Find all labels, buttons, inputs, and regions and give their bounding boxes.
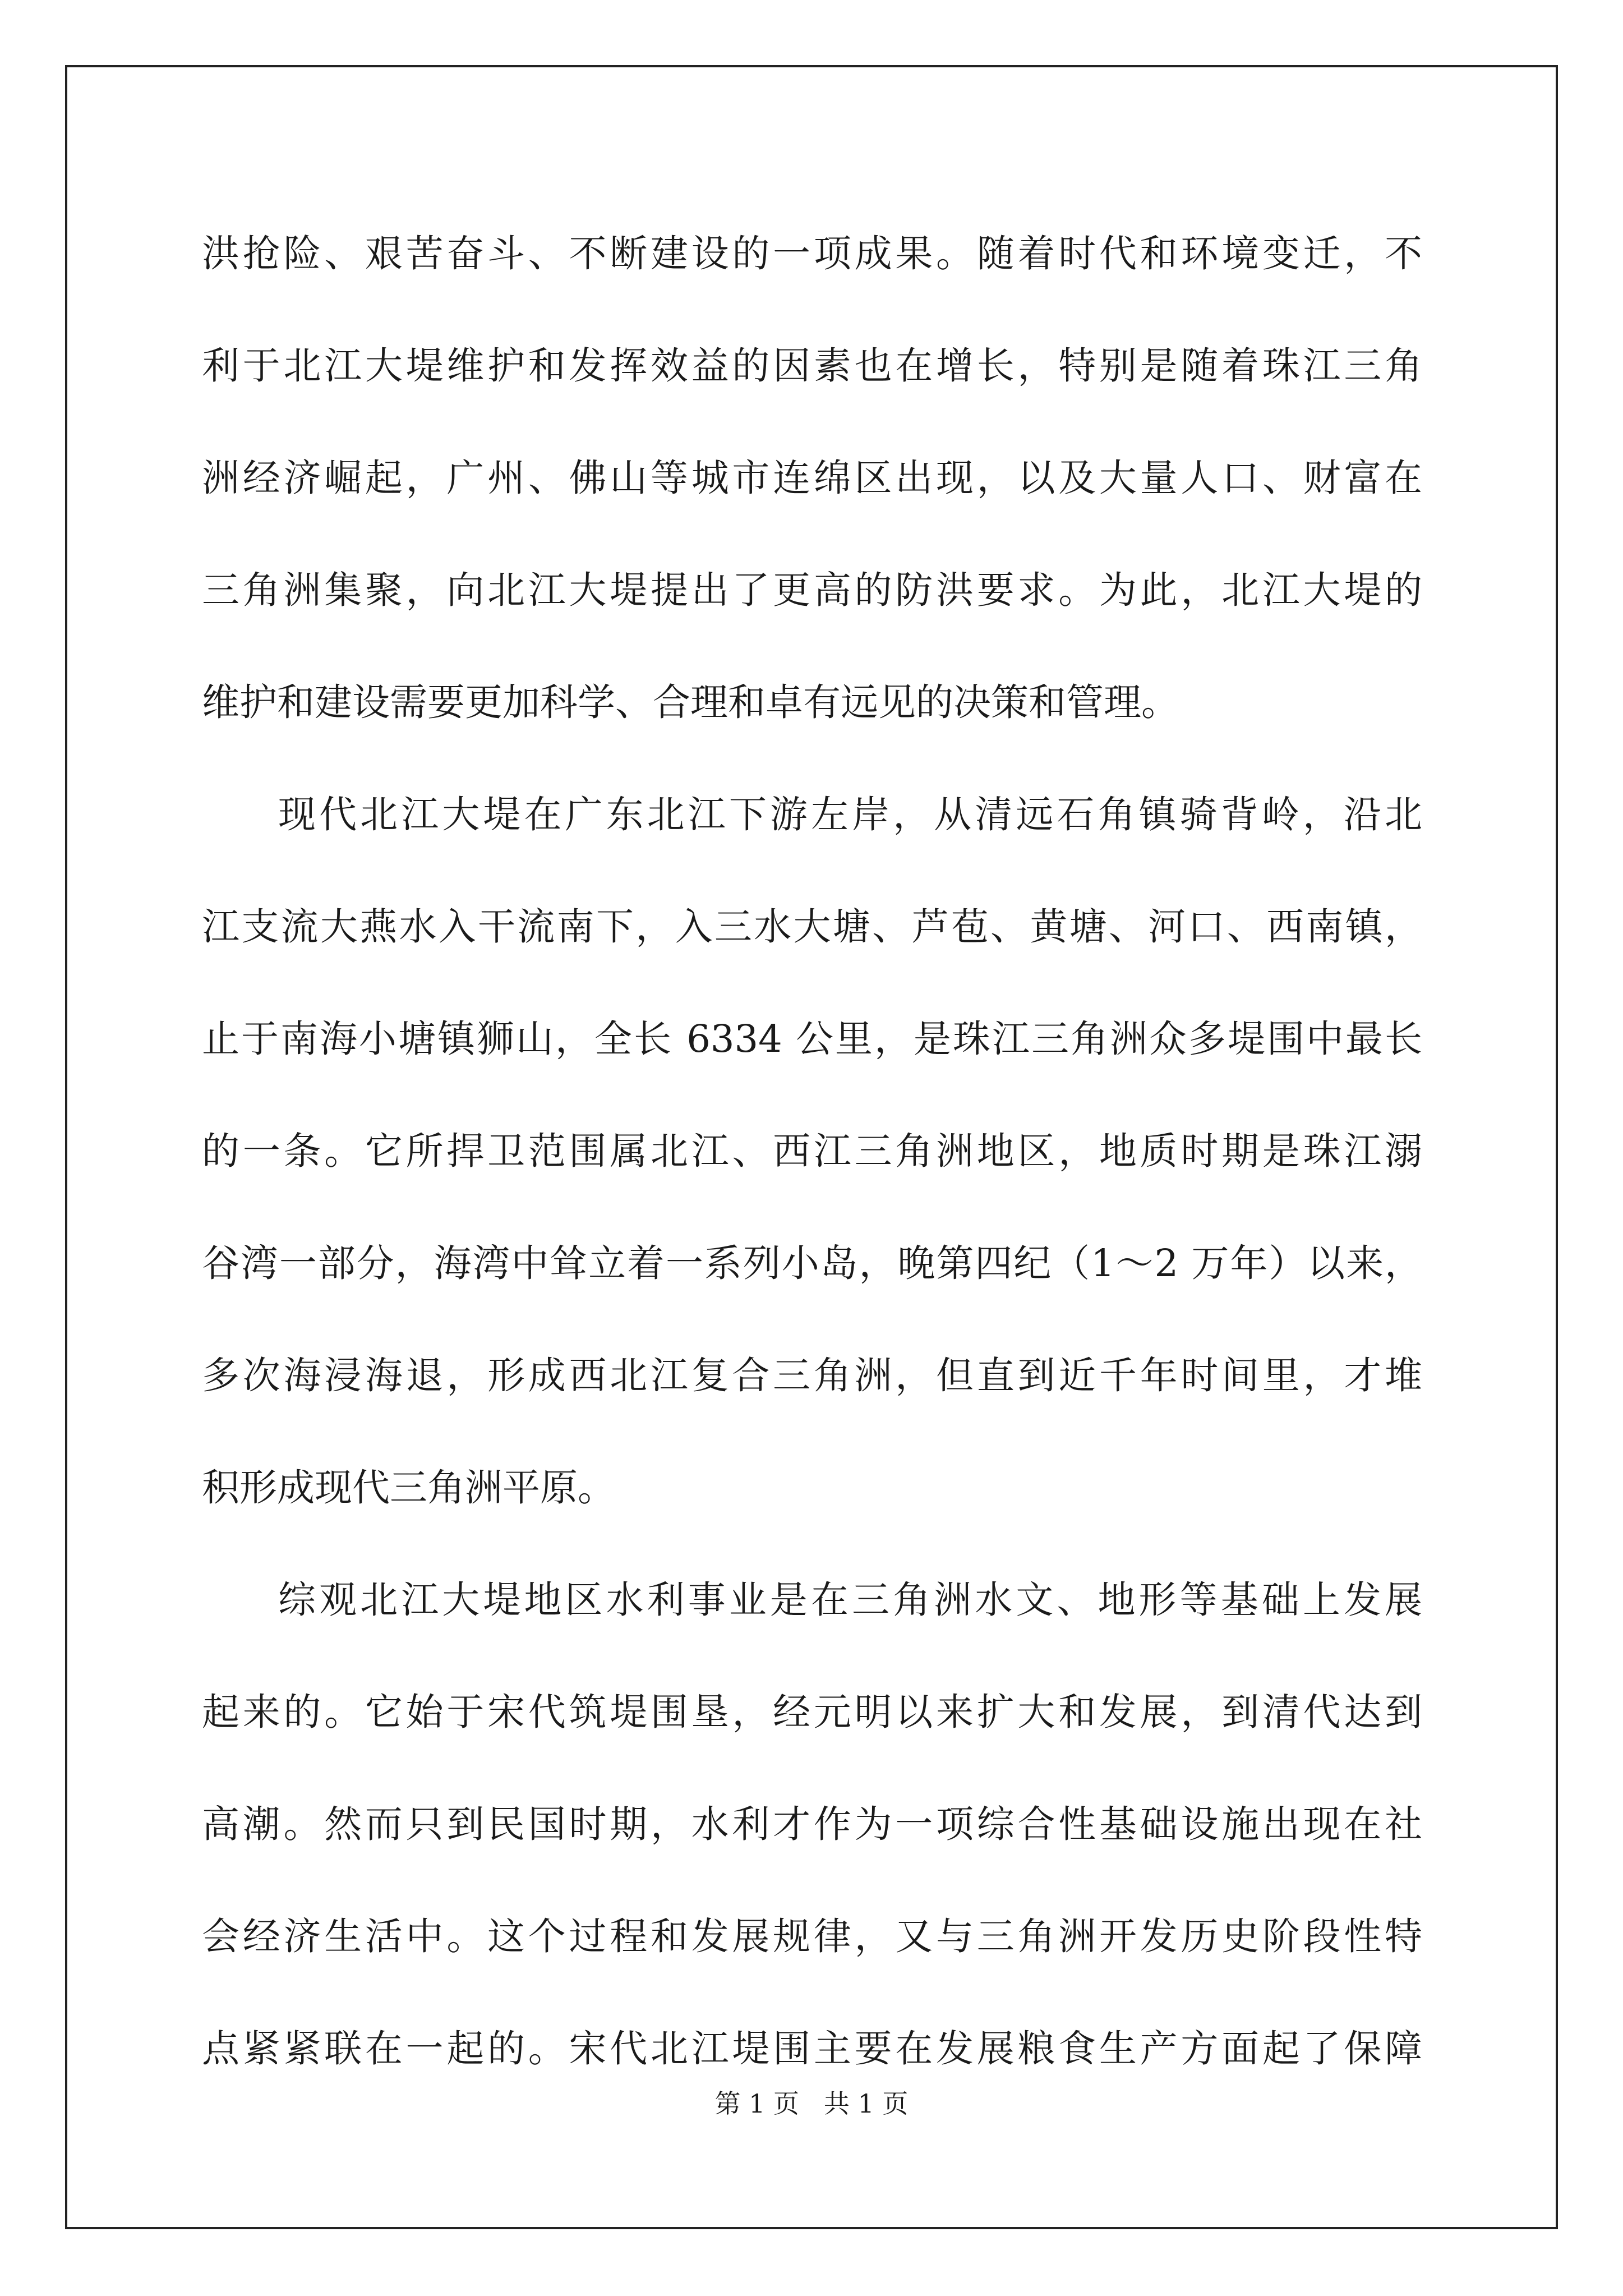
text-line: 洪抢险、艰苦奋斗、不断建设的一项成果。随着时代和环境变迁，不 [202, 232, 1422, 275]
text-line: 洲经济崛起，广州、佛山等城市连绵区出现，以及大量人口、财富在 [202, 456, 1422, 500]
text-line: 高潮。然而只到民国时期，水利才作为一项综合性基础设施出现在社 [202, 1802, 1422, 1846]
text-line: 维护和建设需要更加科学、合理和卓有远见的决策和管理。 [202, 680, 1179, 724]
text-line: 三角洲集聚，向北江大堤提出了更高的防洪要求。为此，北江大堤的 [202, 568, 1422, 612]
text-line: 起来的。它始于宋代筑堤围垦，经元明以来扩大和发展，到清代达到 [202, 1690, 1422, 1734]
document-body [202, 197, 1422, 2105]
text-line: 的一条。它所捍卫范围属北江、西江三角洲地区，地质时期是珠江溺 [202, 1129, 1422, 1173]
text-line: 利于北江大堤维护和发挥效益的因素也在增长，特别是随着珠江三角 [202, 344, 1422, 388]
paragraph-first-line: 现代北江大堤在广东北江下游左岸，从清远石角镇骑背岭，沿北 [278, 793, 1422, 836]
text-line: 会经济生活中。这个过程和发展规律，又与三角洲开发历史阶段性特 [202, 1915, 1422, 1958]
paragraph-first-line: 综观北江大堤地区水利事业是在三角洲水文、地形等基础上发展 [278, 1578, 1422, 1622]
text-line: 江支流大燕水入干流南下，入三水大塘、芦苞、黄塘、河口、西南镇， [202, 905, 1422, 949]
text-line: 多次海浸海退，形成西北江复合三角洲，但直到近千年时间里，才堆 [202, 1354, 1422, 1397]
text-line: 积形成现代三角洲平原。 [202, 1466, 615, 1510]
text-line: 止于南海小塘镇狮山，全长 6334 公里，是珠江三角洲众多堤围中最长 [202, 1017, 1422, 1061]
page-number-footer: 第 1 页 共 1 页 [714, 2088, 909, 2119]
text-line: 谷湾一部分，海湾中耸立着一系列小岛，晚第四纪（1～2 万年）以来， [202, 1241, 1422, 1285]
text-line: 点紧紧联在一起的。宋代北江堤围主要在发展粮食生产方面起了保障 [202, 2027, 1422, 2070]
